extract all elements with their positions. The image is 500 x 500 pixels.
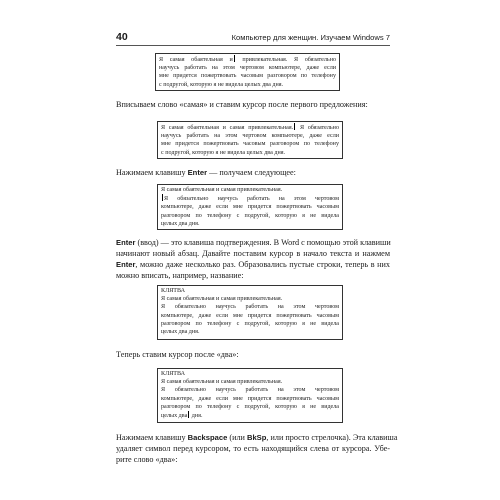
example-line: разговором по телефону с подругой, которую я не видела — [161, 212, 339, 219]
paragraph-line: начинают новый абзац. Давайте поставим курсор в начало текста и нажмем — [116, 249, 390, 258]
text-cursor — [234, 55, 235, 62]
paragraph-line: Нажимаем клавишу Backspace (или BkSp, или просто стрелочка). Эта клавиша — [116, 433, 398, 442]
example-line: КЛЯТВА — [161, 288, 186, 294]
example-line: целых два дня. — [161, 413, 203, 420]
text-example-box-1 — [155, 53, 340, 91]
text-example-box-4 — [157, 285, 343, 340]
paragraph-line: Нажимаем клавишу Enter — получаем следующее: — [116, 168, 296, 177]
paragraph-3 — [116, 237, 390, 281]
example-line: Я обязательно научусь работать на этом чертовом — [161, 304, 339, 311]
example-line: научусь работать на этом чертовом компьютере, даже если — [161, 133, 339, 140]
paragraph-line: удаляет символ перед курсором, то есть находящийся слева от курсора. Убе- — [116, 444, 390, 453]
example-line: мне придется пожертвовать часовым разговором по телефону — [161, 141, 339, 148]
key-name-bksp: BkSp — [246, 433, 267, 442]
text-example-box-3 — [157, 184, 343, 230]
example-line: целых два дня. — [161, 329, 200, 336]
running-title: Компьютер для женщин. Изучаем Windows 7 — [231, 33, 390, 42]
paragraph-4 — [116, 349, 390, 360]
text-cursor — [162, 194, 163, 201]
example-line: с подругой, которую я не видела целых два дня. — [159, 81, 284, 88]
paragraph-5 — [116, 432, 398, 465]
example-line: с подругой, которую я не видела целых два дня. — [161, 149, 286, 156]
example-line: компьютере, даже если мне придется пожертвовать часовым — [161, 312, 339, 319]
paragraph-line: Enter, можно даже несколько раз. Образовались пустые строки, теперь в них — [116, 260, 390, 269]
key-name-backspace: Backspace — [187, 433, 228, 442]
paragraph-2 — [116, 167, 390, 178]
example-line: Я самая обаятельная и самая привлекательная. Я обязательно — [161, 125, 339, 131]
paragraph-line: рите слово «два»: — [116, 455, 178, 464]
page-number: 40 — [116, 31, 128, 43]
text-example-box-2 — [157, 121, 343, 159]
paragraph-line: можно вписать, например, название: — [116, 271, 244, 280]
example-line: Я обязательно научусь работать на этом чертовом — [164, 196, 339, 203]
example-line: Я обязательно научусь работать на этом чертовом — [161, 387, 339, 394]
key-name-enter: Enter — [116, 238, 136, 247]
paragraph-line: Теперь ставим курсор после «два»: — [116, 350, 239, 359]
example-line: разговором по телефону с подругой, которую я не видела — [161, 403, 339, 410]
paragraph-1 — [116, 99, 390, 110]
example-line: Я самая обаятельная и привлекательная. Я обязательно — [159, 57, 336, 63]
key-name-enter: Enter — [187, 168, 208, 177]
example-line: КЛЯТВА — [161, 371, 186, 377]
text-example-box-5 — [157, 368, 343, 423]
example-line: Я самая обаятельная и самая привлекательная. — [161, 187, 283, 193]
example-line: целых два дня. — [161, 220, 200, 227]
paragraph-line: Вписываем слово «самая» и ставим курсор после первого предложения: — [116, 100, 368, 109]
example-line: мне придется пожертвовать часовым разговором по телефону — [159, 73, 336, 80]
example-line: компьютере, даже если мне придется пожертвовать часовым — [161, 395, 339, 402]
example-line: Я самая обаятельная и самая привлекательная. — [161, 379, 283, 386]
key-name-enter: Enter — [116, 260, 136, 269]
paragraph-line: Enter (ввод) — это клавиша подтверждения. В Word с помощью этой клавиши — [116, 238, 391, 247]
example-line: компьютере, даже если мне придется пожертвовать часовым — [161, 204, 339, 211]
page-header — [116, 31, 390, 46]
example-line: Я самая обаятельная и самая привлекательная. — [161, 296, 283, 303]
example-line: разговором по телефону с подругой, которую я не видела — [161, 320, 339, 327]
example-line: научусь работать на этом чертовом компьютере, даже если — [159, 65, 336, 72]
